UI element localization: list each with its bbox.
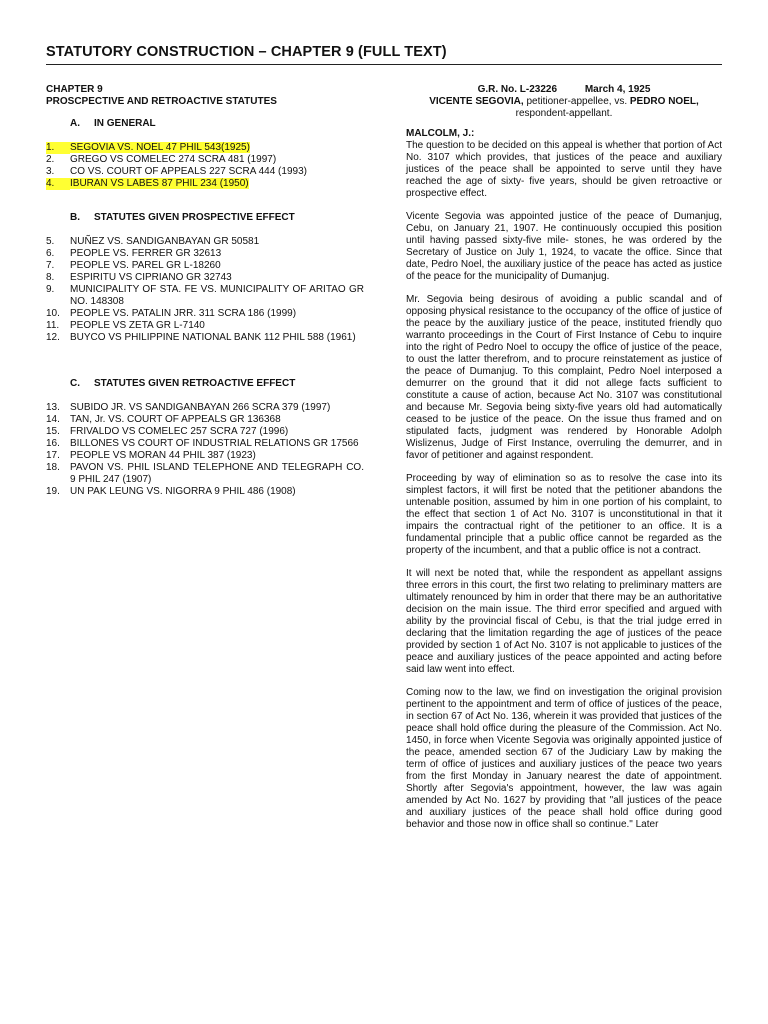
case-title: TAN, Jr. VS. COURT OF APPEALS GR 136368: [70, 414, 281, 425]
case-title: UN PAK LEUNG VS. NIGORRA 9 PHIL 486 (1908): [70, 486, 296, 497]
opinion-paragraph: It will next be noted that, while the respondent as appellant assigns three errors in this court, the first two relating to preliminary matters are ultimately renounced by him in order that there may be an authoritative decision on the main issue. The third error specified and argued with ability by the provincial fiscal of Cebu, is that the trial judge erred in declaring that the limitation regarding the age of justices of the peace provided by section 1 of Act No. 3107 is not applicable to justices of the peace and auxiliary justices of the peace appointed and acting before said law went into effect.: [406, 568, 722, 675]
title-divider: [46, 64, 722, 65]
case-number: 11.: [46, 320, 60, 331]
case-title: PEOPLE VS. PAREL GR L-18260: [70, 260, 221, 271]
case-item: [46, 178, 364, 190]
case-number: 6.: [46, 248, 55, 259]
case-title: ESPIRITU VS CIPRIANO GR 32743: [70, 272, 232, 283]
case-number: 10.: [46, 308, 60, 319]
chapter-title: PROSCPECTIVE AND RETROACTIVE STATUTES: [46, 96, 277, 107]
case-number: 4.: [46, 178, 70, 190]
case-number: 16.: [46, 438, 60, 449]
section-title: STATUTES GIVEN PROSPECTIVE EFFECT: [94, 212, 295, 223]
section-title: STATUTES GIVEN RETROACTIVE EFFECT: [94, 378, 296, 389]
respondent-name: PEDRO NOEL,: [629, 96, 699, 107]
case-number: 5.: [46, 236, 55, 247]
case-item: [46, 236, 364, 248]
case-number: 1.: [46, 142, 70, 154]
case-title: MUNICIPALITY OF STA. FE VS. MUNICIPALITY OF ARITAO GR NO. 148308: [70, 284, 364, 307]
decision-date: March 4, 1925: [584, 84, 651, 95]
section-title: IN GENERAL: [94, 118, 156, 129]
case-title: PEOPLE VS ZETA GR L-7140: [70, 320, 205, 331]
case-item: [46, 320, 364, 332]
case-number: 7.: [46, 260, 55, 271]
case-title: FRIVALDO VS COMELEC 257 SCRA 727 (1996): [70, 426, 289, 437]
case-title: NUÑEZ VS. SANDIGANBAYAN GR 50581: [70, 236, 260, 247]
opinion-paragraph: The question to be decided on this appeal is whether that portion of Act No. 3107 which provides, that justices of the peace and auxiliary justices of the peace shall be appointed to serve until they have reached the age of sixty- five years, should be given retroactive or prospective effect.: [406, 140, 722, 199]
case-list-c: [46, 402, 364, 498]
section-heading-a: [70, 118, 364, 130]
case-number: 9.: [46, 284, 55, 295]
case-number: 13.: [46, 402, 60, 413]
case-item: [46, 248, 364, 260]
case-number: 8.: [46, 272, 55, 283]
gr-number: G.R. No. L-23226: [477, 84, 558, 95]
page-title: STATUTORY CONSTRUCTION – CHAPTER 9 (FULL TEXT): [46, 44, 447, 60]
ponente: MALCOLM, J.:: [406, 128, 475, 139]
petitioner-name: VICENTE SEGOVIA,: [429, 96, 524, 107]
case-item: [46, 260, 364, 272]
case-number: 3.: [46, 166, 55, 177]
case-title: IBURAN VS LABES 87 PHIL 234 (1950): [70, 178, 249, 189]
case-number: 19.: [46, 486, 60, 497]
case-number: 14.: [46, 414, 60, 425]
case-item: [46, 154, 364, 166]
section-letter: B.: [70, 212, 80, 223]
section-letter: C.: [70, 378, 80, 389]
case-title: GREGO VS COMELEC 274 SCRA 481 (1997): [70, 154, 277, 165]
case-title: PEOPLE VS. PATALIN JRR. 311 SCRA 186 (1999): [70, 308, 297, 319]
outline-column: [46, 84, 364, 498]
case-title: PAVON VS. PHIL ISLAND TELEPHONE AND TELEGRAPH CO. 9 PHIL 247 (1907): [70, 462, 364, 485]
opinion-paragraph: Proceeding by way of elimination so as to resolve the case into its simplest factors, it will first be noted that the petitioner abandons the untenable position, assumed by him in one portion of his complaint, to the effect that section 1 of Act No. 3107 is unconstitutional in that it impairs the contractual right of the petitioner to an office. It is a fundamental principle that a public office cannot be regarded as the property of the incumbent, and that a public office is not a contract.: [406, 473, 722, 556]
respondent-role: respondent-appellant.: [515, 108, 613, 119]
case-title: CO VS. COURT OF APPEALS 227 SCRA 444 (1993): [70, 166, 307, 177]
case-title: PEOPLE VS MORAN 44 PHIL 387 (1923): [70, 450, 256, 461]
case-item: [46, 284, 364, 308]
case-title: SEGOVIA VS. NOEL 47 PHIL 543(1925): [70, 142, 250, 153]
case-number: 15.: [46, 426, 60, 437]
case-item: [46, 414, 364, 426]
case-title: SUBIDO JR. VS SANDIGANBAYAN 266 SCRA 379 (1997): [70, 402, 331, 413]
case-item: [46, 402, 364, 414]
case-citation: [406, 84, 722, 96]
opinion-paragraph: Vicente Segovia was appointed justice of the peace of Dumanjug, Cebu, on January 21, 1907. He continuously occupied this position until having passed sixty-five mile- stones, he was ordered by the Secretary of Justice on July 1, 1924, to vacate the office. Since that date, Pedro Noel, the auxiliary justice of the peace has acted as justice of the peace for the municipality of Dumanjug.: [406, 211, 722, 282]
case-title: BUYCO VS PHILIPPINE NATIONAL BANK 112 PHIL 588 (1961): [70, 332, 356, 343]
case-number: 18.: [46, 462, 60, 473]
petitioner-role: petitioner-appellee,: [526, 96, 612, 107]
section-heading-b: [70, 212, 364, 224]
case-item: [46, 166, 364, 178]
opinion-paragraph: Coming now to the law, we find on investigation the original provision pertinent to the appointment and term of office of justices of the peace, in section 67 of Act No. 136, wherein it was provided that justices of the peace shall hold office during the pleasure of the Commission. Act No. 1450, in force when Vicente Segovia was originally appointed justice of the peace, amended section 67 of the Judiciary Law by making the term of office of justices and auxiliary justices of the peace two years from the first Monday in January nearest the date of appointment. Shortly after Segovia's appointment, however, the law was again amended by Act No. 1627 by providing that "all justices of the peace and auxiliary justices of the peace shall hold office during good behavior and those now in office shall so continue." Later: [406, 687, 722, 830]
case-parties: [406, 96, 722, 108]
case-title: PEOPLE VS. FERRER GR 32613: [70, 248, 222, 259]
case-item: [46, 450, 364, 462]
opinion-paragraph: Mr. Segovia being desirous of avoiding a public scandal and of opposing physical resistance to the occupancy of the office of justice of the peace by the auxiliary justice of the peace, instituted friendly quo warranto proceedings in the Court of First Instance of Cebu to inquire into the right of Pedro Noel to occupy the office of justice of the peace, to oust the latter therefrom, and to procure reinstatement as justice of the peace of Dumanjug. To this complaint, Pedro Noel interposed a demurrer on the ground that it did not allege facts sufficient to constitute a cause of action, because Act No. 3107 was constitutional and because Mr. Segovia being sixty-five years old had automatically ceased to be justice of the peace. On the issue thus framed and on stipulated facts, judgment was rendered by Honorable Adolph Wislizenus, Judge of First Instance, overruling the demurrer, and in favor of petitioner and against respondent.: [406, 294, 722, 461]
case-number: 2.: [46, 154, 55, 165]
section-letter: A.: [70, 118, 80, 129]
case-item: [46, 332, 364, 344]
case-item: [46, 308, 364, 320]
section-heading-c: [70, 378, 364, 390]
case-list-a: [46, 142, 364, 190]
case-item: [46, 142, 364, 154]
versus-label: vs.: [614, 96, 628, 107]
chapter-label: CHAPTER 9: [46, 84, 103, 95]
case-list-b: [46, 236, 364, 344]
case-title: BILLONES VS COURT OF INDUSTRIAL RELATIONS GR 17566: [70, 438, 359, 449]
case-item: [46, 272, 364, 284]
case-item: [46, 462, 364, 486]
case-number: 12.: [46, 332, 60, 343]
case-item: [46, 426, 364, 438]
case-item: [46, 486, 364, 498]
case-text-column: [406, 84, 722, 842]
case-number: 17.: [46, 450, 60, 461]
case-item: [46, 438, 364, 450]
